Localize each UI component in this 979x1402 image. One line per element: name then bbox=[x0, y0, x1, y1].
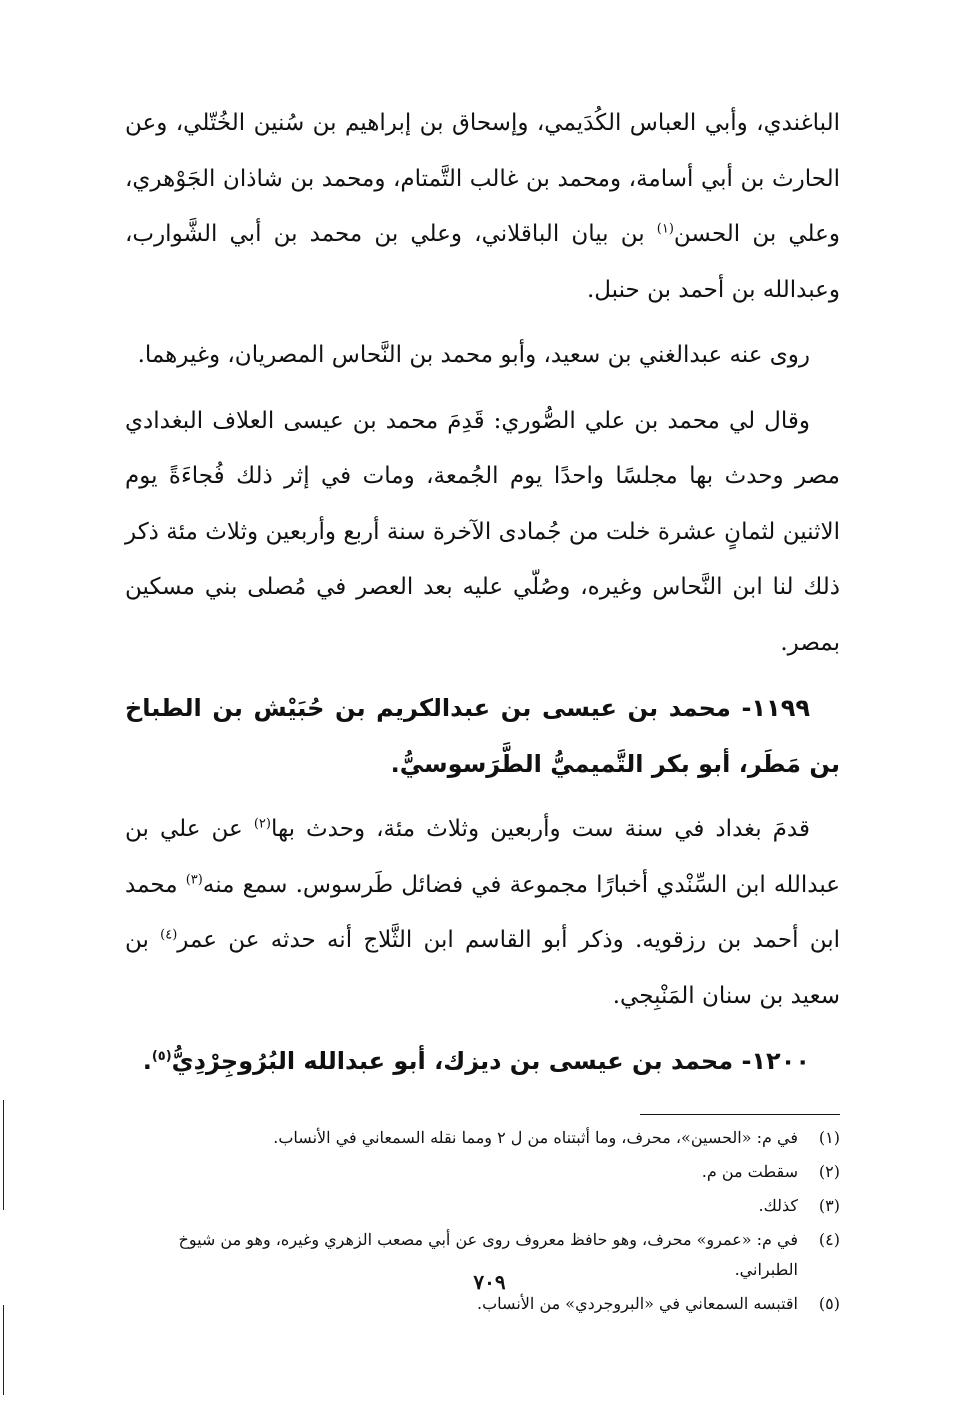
entry-heading-text: ١٢٠٠- محمد بن عيسى بن ديزك، أبو عبدالله البُرُوجِرْدِيُّ bbox=[171, 1047, 810, 1075]
paragraph-entry-1199 bbox=[125, 802, 840, 1024]
footnote-item bbox=[125, 1191, 840, 1221]
footnote-number: (٢) bbox=[818, 1161, 840, 1181]
footnote-ref-2[interactable]: (٢) bbox=[253, 816, 271, 832]
footnote-number: (٣) bbox=[818, 1195, 840, 1215]
footnote-divider bbox=[640, 1114, 840, 1115]
paragraph-death-report: وقال لي محمد بن علي الصُّوري: قَدِمَ محمد بن عيسى العلاف البغدادي مصر وحدث بها مجلسًا واحدًا يوم الجُمعة، ومات في إثر ذلك فُجاءَةً يوم الاثنين لثمانٍ عشرة خلت من جُمادى الآخرة سنة أربع وأربعين وثلاث مئة ذكر ذلك لنا ابن النَّحاس وغيره، وصُلّي عليه بعد العصر في مُصلى بني مسكين بمصر. bbox=[125, 407, 840, 656]
paragraph-text: محمد ابن أحمد بن رزقويه. وذكر أبو القاسم ابن الثَّلاج أنه حدثه عن عمر bbox=[125, 871, 840, 953]
footnote-ref-3[interactable]: (٣) bbox=[185, 871, 203, 887]
entry-heading-1200 bbox=[125, 1034, 840, 1090]
scan-edge-mark bbox=[3, 1100, 4, 1210]
footnote-ref-1[interactable]: (١) bbox=[656, 221, 674, 237]
paragraph-text: بن سعيد بن سنان المَنْبِجي. bbox=[125, 927, 840, 1009]
scan-edge-mark bbox=[3, 1305, 4, 1395]
footnote-number: (١) bbox=[818, 1127, 840, 1147]
footnote-text: في م: «عمرو» محرف، وهو حافظ معروف روى عن أبي مصعب الزهري وغيره، وهو من شيوخ الطبراني. bbox=[178, 1229, 798, 1279]
paragraph-text: بن بيان الباقلاني، وعلي بن محمد بن أبي الشَّوارب، وعبدالله بن أحمد بن حنبل. bbox=[125, 221, 840, 303]
footnote-text: سقطت من م. bbox=[701, 1161, 798, 1181]
footnote-ref-5[interactable]: (٥) bbox=[151, 1049, 172, 1064]
footnote-number: (٥) bbox=[818, 1293, 840, 1313]
page-body bbox=[125, 96, 840, 1323]
paragraph-students: روى عنه عبدالغني بن سعيد، وأبو محمد بن النَّحاس المصريان، وغيرهما. bbox=[137, 342, 810, 368]
footnote-number: (٤) bbox=[818, 1229, 840, 1249]
footnote-ref-4[interactable]: (٤) bbox=[160, 927, 178, 943]
paragraph-text: قدمَ بغداد في سنة ست وأربعين وثلاث مئة، وحدث بها bbox=[270, 816, 810, 842]
entry-heading-text: . bbox=[142, 1047, 152, 1075]
paragraph-narrators bbox=[125, 96, 840, 318]
footnote-text: اقتبسه السمعاني في «البروجردي» من الأنساب. bbox=[477, 1293, 798, 1313]
footnote-item bbox=[125, 1123, 840, 1153]
entry-heading-1199: ١١٩٩- محمد بن عيسى بن عبدالكريم بن حُبَيْش بن الطباخ بن مَطَر، أبو بكر التَّميميُّ الطَّرَسوسيُّ. bbox=[125, 694, 840, 778]
footnote-item bbox=[125, 1157, 840, 1187]
paragraph-text: الباغندي، وأبي العباس الكُدَيمي، وإسحاق بن إبراهيم بن سُنين الخُتّلي، وعن الحارث بن أبي أسامة، ومحمد بن غالب التَّمتام، ومحمد بن شاذان الجَوْهري، وعلي بن الحسن bbox=[125, 110, 840, 247]
footnote-text: في م: «الحسين»، محرف، وما أثبتناه من ل ٢ ومما نقله السمعاني في الأنساب. bbox=[273, 1127, 798, 1147]
page-number: ٧٠٩ bbox=[473, 1270, 506, 1294]
paragraph-text: عن علي بن عبدالله ابن السِّنْدي أخبارًا مجموعة في فضائل طَرسوس. سمع منه bbox=[125, 816, 840, 898]
footnote-text: كذلك. bbox=[758, 1195, 798, 1215]
